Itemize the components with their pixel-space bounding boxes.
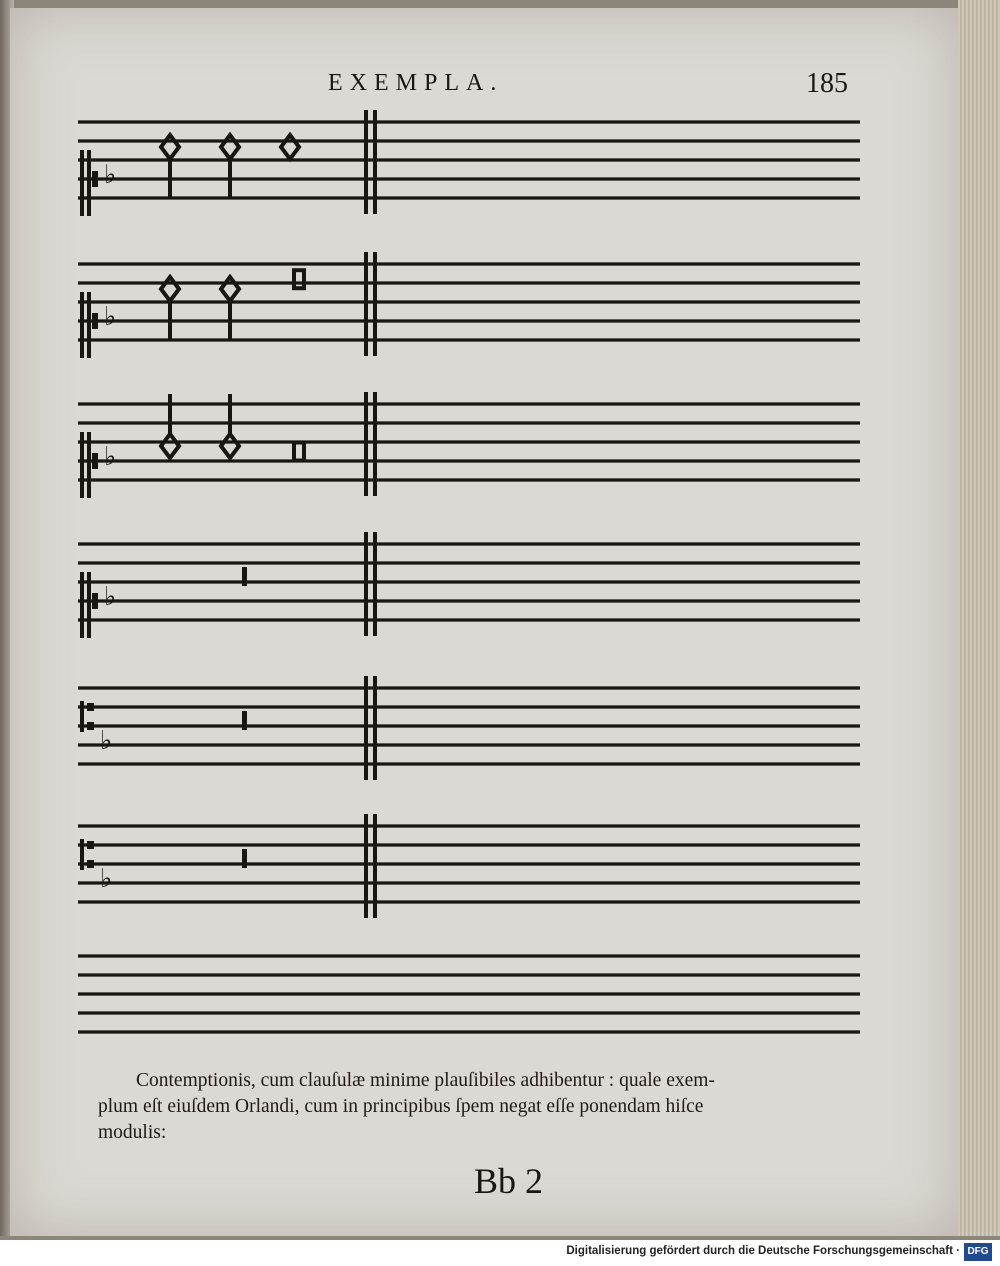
music-staff-2 <box>74 252 860 392</box>
f-clef-icon <box>80 701 94 732</box>
music-staff-4 <box>74 532 860 672</box>
flat-sign-icon: ♭ <box>104 160 117 190</box>
flat-sign-icon: ♭ <box>104 582 117 612</box>
flat-sign-icon: ♭ <box>100 726 113 756</box>
rest-icon <box>242 849 247 868</box>
rest-icon <box>242 711 247 730</box>
signature-mark: Bb 2 <box>474 1161 544 1201</box>
running-head: EXEMPLA. <box>328 70 504 96</box>
music-staff-5 <box>74 676 860 816</box>
barline-right <box>373 676 377 780</box>
barline-left <box>364 814 368 918</box>
barline-left <box>364 252 368 356</box>
barline-right <box>373 252 377 356</box>
barline-right <box>373 392 377 496</box>
note-semibreve-stem-down <box>221 277 239 341</box>
note-semibreve-stem-down <box>161 135 179 199</box>
music-staff-3 <box>74 392 860 532</box>
flat-sign-icon: ♭ <box>100 864 113 894</box>
body-line-1: Contemptionis, cum clauſulæ minime plauſibiles adhibentur : quale exem- <box>136 1070 715 1091</box>
funding-credit: Digitalisierung gefördert durch die Deutsche Forschungsgemeinschaft · <box>566 1245 960 1257</box>
note-semibreve <box>281 135 299 159</box>
body-paragraph <box>98 1068 858 1146</box>
flat-sign-icon: ♭ <box>104 302 117 332</box>
barline-right <box>373 110 377 214</box>
barline-left <box>364 676 368 780</box>
note-semibreve-stem-down <box>161 277 179 341</box>
note-semibreve-stem-down <box>221 135 239 199</box>
music-staff-6 <box>74 814 860 954</box>
dfg-logo: DFG <box>964 1243 992 1261</box>
barline-left <box>364 110 368 214</box>
barline-left <box>364 532 368 636</box>
flat-sign-icon: ♭ <box>104 442 117 472</box>
music-staff-1 <box>74 110 860 250</box>
note-breve <box>294 270 304 288</box>
barline-left <box>364 392 368 496</box>
page-number: 185 <box>806 68 848 99</box>
note-breve <box>294 443 304 461</box>
body-line-3: modulis: <box>98 1122 167 1143</box>
footer-bar <box>0 1240 1000 1266</box>
music-staff-7 <box>74 944 860 1084</box>
body-line-2: plum eſt eiuſdem Orlandi, cum in principibus ſpem negat eſſe ponendam hiſce <box>98 1096 704 1117</box>
barline-right <box>373 814 377 918</box>
rest-icon <box>242 567 247 586</box>
barline-right <box>373 532 377 636</box>
page-edges <box>958 0 1000 1236</box>
f-clef-icon <box>80 839 94 870</box>
